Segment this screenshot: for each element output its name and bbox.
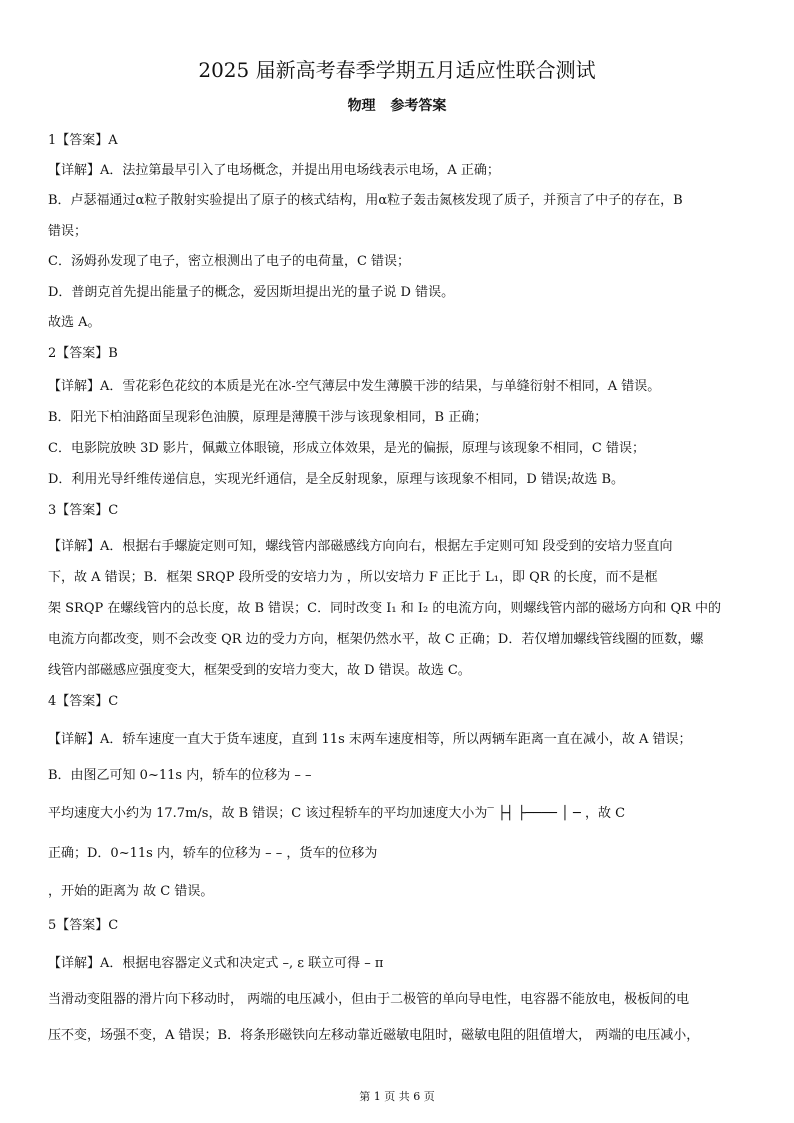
q2-line-2: B．阳光下柏油路面呈现彩色油膜，原理是薄膜干涉与该现象相同，B 正确； — [48, 410, 488, 425]
q1-line-5: D．普朗克首先提出能量子的概念，爱因斯坦提出光的量子说 D 错误。 — [48, 285, 455, 300]
q3-line-5: 线管内部磁感应强度变大，框架受到的安培力变大，故 D 错误。故选 C。 — [48, 663, 471, 678]
q2-answer: 2【答案】B — [48, 346, 118, 361]
q1-answer: 1【答案】A — [48, 133, 118, 148]
q5-line-3: 压不变，场强不变，A 错误；B．将条形磁铁向左移动靠近磁敏电阻时，磁敏电阻的阻值增大， 两端的电压减小， — [48, 1028, 700, 1043]
q4-line-3: 平均速度大小约为 17.7m/s，故 B 错误；C 该过程轿车的平均加速度大小为‾ ├┤ ├──── │ ─ ，故 C — [48, 806, 626, 821]
q1-line-6: 故选 A。 — [48, 315, 101, 330]
q1-line-1: 【详解】A．法拉第最早引入了电场概念，并提出用电场线表示电场，A 正确； — [48, 163, 500, 178]
q4-line-5: ，开始的距离为 故 C 错误。 — [48, 884, 214, 899]
page-subtitle: 物理 参考答案 — [347, 98, 447, 114]
q4-line-4: 正确；D．0~11s 内，轿车的位移为 – – ，货车的位移为 — [48, 846, 378, 861]
q2-line-3: C．电影院放映 3D 影片，佩戴立体眼镜，形成立体效果，是光的偏振，原理与该现象不相同，C 错误； — [48, 441, 645, 456]
q1-line-3: 错误； — [48, 224, 88, 239]
q1-line-4: C．汤姆孙发现了电子，密立根测出了电子的电荷量，C 错误； — [48, 254, 411, 269]
q5-answer: 5【答案】C — [48, 918, 119, 933]
answer-content — [48, 128, 748, 1054]
q4-line-2: B．由图乙可知 0~11s 内，轿车的位移为 – – — [48, 768, 312, 783]
q3-line-1: 【详解】A．根据右手螺旋定则可知，螺线管内部磁感线方向向右，根据左手定则可知 段受到的安培力竖直向 — [48, 539, 673, 554]
q3-line-4: 电流方向都改变，则不会改变 QR 边的受力方向，框架仍然水平，故 C 正确；D．若仅增加螺线管线圈的匝数，螺 — [48, 632, 704, 647]
q3-line-2: 下，故 A 错误；B．框架 SRQP 段所受的安培力为 ，所以安培力 F 正比于 L₁，即 QR 的长度，而不是框 — [48, 570, 658, 585]
q5-line-2: 当滑动变阻器的滑片向下移动时， 两端的电压减小，但由于二极管的单向导电性，电容器不能放电，极板间的电 — [48, 992, 690, 1007]
q3-line-3: 架 SRQP 在螺线管内的总长度，故 B 错误；C．同时改变 I₁ 和 I₂ 的电流方向，则螺线管内部的磁场方向和 QR 中的 — [48, 601, 722, 616]
page-title: 2025 届新高考春季学期五月适应性联合测试 — [198, 58, 596, 82]
q2-line-4: D．利用光导纤维传递信息，实现光纤通信，是全反射现象，原理与该现象不相同，D 错误;故选 B。 — [48, 472, 625, 487]
q4-line-1: 【详解】A．轿车速度一直大于货车速度，直到 11s 末两车速度相等，所以两辆车距离一直在减小，故 A 错误； — [48, 732, 692, 747]
page-footer: 第 1 页 共 6 页 — [359, 1090, 435, 1103]
q4-answer: 4【答案】C — [48, 694, 119, 709]
q2-line-1: 【详解】A．雪花彩色花纹的本质是光在冰-空气薄层中发生薄膜干涉的结果，与单缝衍射不相同，A 错误。 — [48, 379, 661, 394]
q1-line-2: B．卢瑟福通过α粒子散射实验提出了原子的核式结构，用α粒子轰击氮核发现了质子，并预言了中子的存在，B — [48, 193, 683, 208]
q5-line-1: 【详解】A．根据电容器定义式和决定式 –, ε 联立可得 – π — [48, 956, 384, 971]
q3-answer: 3【答案】C — [48, 503, 119, 518]
